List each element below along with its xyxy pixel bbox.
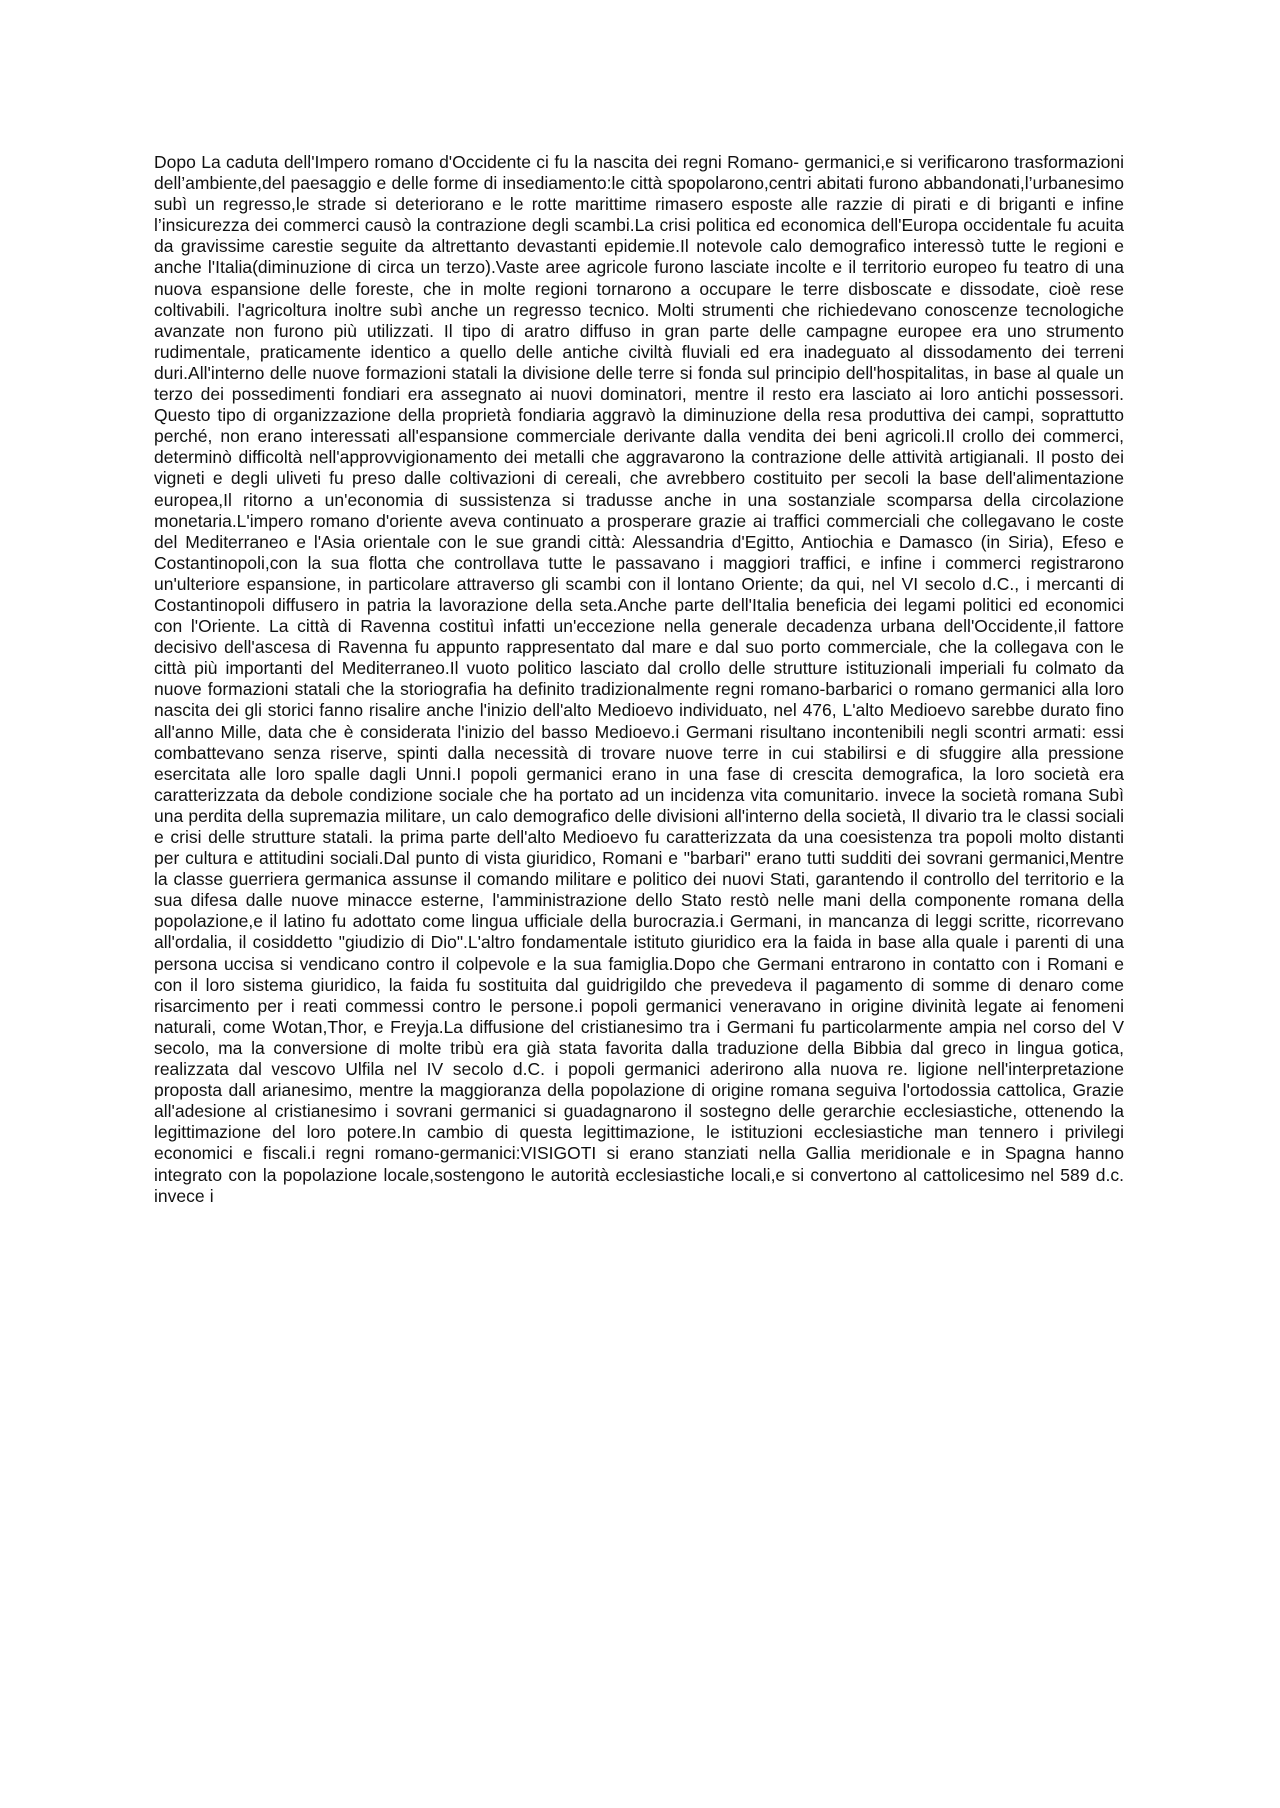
body-paragraph: Dopo La caduta dell'Impero romano d'Occidente ci fu la nascita dei regni Romano- germanici,e si verificarono trasformazioni dell’ambiente,del paesaggio e delle forme di insediamento:le città spopolarono,centri abitati furono abbandonati,l’urbanesimo subì un regresso,le strade si deteriorano e le rotte marittime rimasero esposte alle razzie di pirati e di briganti e infine l’insicurezza dei commerci causò la contrazione degli scambi.La crisi politica ed economica dell'Europa occidentale fu acuita da gravissime carestie seguite da altrettanto devastanti epidemie.Il notevole calo demografico interessò tutte le regioni e anche l'Italia(diminuzione di circa un terzo).Vaste aree agricole furono lasciate incolte e il territorio europeo fu teatro di una nuova espansione delle foreste, che in molte regioni tornarono a occupare le terre disboscate e dissodate, cioè rese coltivabili. l'agricoltura inoltre subì anche un regresso tecnico. Molti strumenti che richiedevano conoscenze tecnologiche avanzate non furono più utilizzati. Il tipo di aratro diffuso in gran parte delle campagne europee era uno strumento rudimentale, praticamente identico a quello delle antiche civiltà fluviali ed era inadeguato al dissodamento dei terreni duri.All'interno delle nuove formazioni statali la divisione delle terre si fonda sul principio dell'hospitalitas, in base al quale un terzo dei possedimenti fondiari era assegnato ai nuovi dominatori, mentre il resto era lasciato ai loro antichi possessori. Questo tipo di organizzazione della proprietà fondiaria aggravò la diminuzione della resa produttiva dei campi, soprattutto perché, non erano interessati all'espansione commerciale derivante dalla vendita dei beni agricoli.Il crollo dei commerci, determinò difficoltà nell'approvvigionamento dei metalli che aggravarono la contrazione delle attività artigianali. Il posto dei vigneti e degli uliveti fu preso dalle coltivazioni di cereali, che avrebbero costituito per secoli la base dell'alimentazione europea,Il ritorno a un'economia di sussistenza si tradusse anche in una sostanziale scomparsa della circolazione monetaria.L'impero romano d'oriente aveva continuato a prosperare grazie ai traffici commerciali che collegavano le coste del Mediterraneo e l'Asia orientale con le sue grandi città: Alessandria d'Egitto, Antiochia e Damasco (in Siria), Efeso e Costantinopoli,con la sua flotta che controllava tutte le passavano i maggiori traffici, e infine i commerci registrarono un'ulteriore espansione, in particolare attraverso gli scambi con il lontano Oriente; da qui, nel VI secolo d.C., i mercanti di Costantinopoli diffusero in patria la lavorazione della seta.Anche parte dell'Italia beneficia dei legami politici ed economici con l'Oriente. La città di Ravenna costituì infatti un'eccezione nella generale decadenza urbana dell'Occidente,il fattore decisivo dell'ascesa di Ravenna fu appunto rappresentato dal mare e dal suo porto commerciale, che la collegava con le città più importanti del Mediterraneo.Il vuoto politico lasciato dal crollo delle strutture istituzionali imperiali fu colmato da nuove formazioni statali che la storiografia ha definito tradizionalmente regni romano-barbarici o romano germanici alla loro nascita dei gli storici fanno risalire anche l'inizio dell'alto Medioevo individuato, nel 476, L'alto Medioevo sarebbe durato fino all'anno Mille, data che è considerata l'inizio del basso Medioevo.i Germani risultano incontenibili negli scontri armati: essi combattevano senza riserve, spinti dalla necessità di trovare nuove terre in cui stabilirsi e di sfuggire alla pressione esercitata alle loro spalle dagli Unni.I popoli germanici erano in una fase di crescita demografica, la loro società era caratterizzata da debole condizione sociale che ha portato ad un incidenza vita comunitario. invece la società romana Subì una perdita della supremazia militare, un calo demografico delle divisioni all'interno della società, Il divario tra le classi sociali e crisi delle strutture statali. la prima parte dell'alto Medioevo fu caratterizzata da una coesistenza tra popoli molto distanti per cultura e attitudini sociali.Dal punto di vista giuridico, Romani e "barbari" erano tutti sudditi dei sovrani germanici,Mentre la classe guerriera germanica assunse il comando militare e politico dei nuovi Stati, garantendo il controllo del territorio e la sua difesa dalle nuove minacce esterne, l'amministrazione dello Stato restò nelle mani della componente romana della popolazione,e il latino fu adottato come lingua ufficiale della burocrazia.i Germani, in mancanza di leggi scritte, ricorrevano all'ordalia, il cosiddetto "giudizio di Dio".L'altro fondamentale istituto giuridico era la faida in base alla quale i parenti di una persona uccisa si vendicano contro il colpevole e la sua famiglia.Dopo che Germani entrarono in contatto con i Romani e con il loro sistema giuridico, la faida fu sostituita dal guidrigildo che prevedeva il pagamento di somme di denaro come risarcimento per i reati commessi contro le persone.i popoli germanici veneravano in origine divinità legate ai fenomeni naturali, come Wotan,Thor, e Freyja.La diffusione del cristianesimo tra i Germani fu particolarmente ampia nel corso del V secolo, ma la conversione di molte tribù era già stata favorita dalla traduzione della Bibbia dal greco in lingua gotica, realizzata dal vescovo Ulfila nel IV secolo d.C. i popoli germanici aderirono alla nuova re. ligione nell'interpretazione proposta dall arianesimo, mentre la maggioranza della popolazione di origine romana seguiva l'ortodossia cattolica, Grazie all'adesione al cristianesimo i sovrani germanici si guadagnarono il sostegno delle gerarchie ecclesiastiche, ottenendo la legittimazione del loro potere.In cambio di questa legittimazione, le istituzioni ecclesiastiche man tennero i privilegi economici e fiscali.i regni romano-germanici:VISIGOTI si erano stanziati nella Gallia meridionale e in Spagna hanno integrato con la popolazione locale,sostengono le autorità ecclesiastiche locali,e si convertono al cattolicesimo nel 589 d.c. invece i <box>154 152 1124 1206</box>
